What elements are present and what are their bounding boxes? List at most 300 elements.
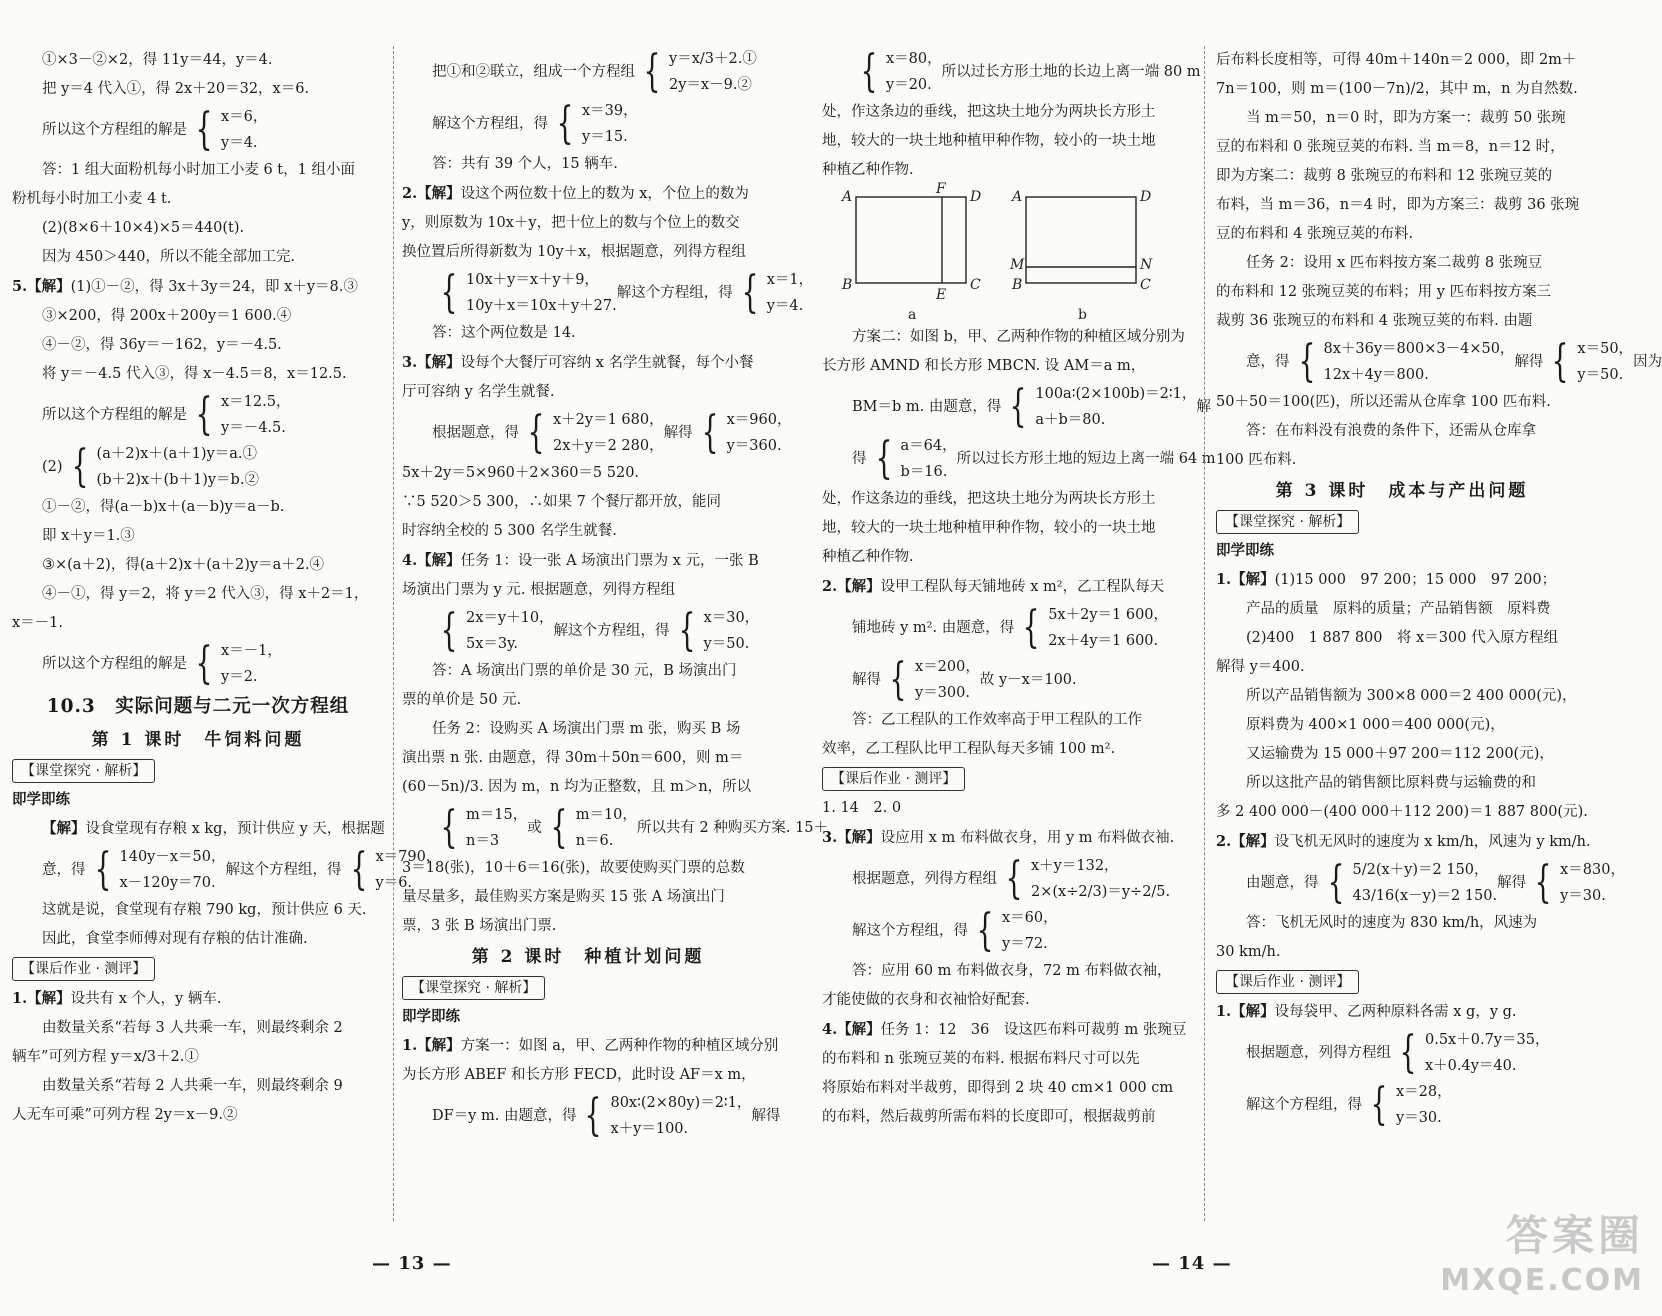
section-tag-row (1216, 507, 1588, 537)
text-line (1216, 827, 1591, 857)
page-13 (0, 0, 829, 1316)
line-text: 产品的质量 原料的质量；产品销售额 原料费 (1246, 601, 1551, 617)
system-rows (1560, 857, 1625, 909)
brace: { (678, 605, 695, 656)
line-text: 7n＝100，则 m＝(100－7n)/2，其中 m，n 为自然数. (1216, 81, 1578, 97)
page-14 (800, 0, 1662, 1316)
text-line (1216, 938, 1588, 967)
equation: y＝360. (726, 438, 782, 454)
system-rows (704, 605, 760, 657)
text-line (1216, 997, 1588, 1027)
equation: x＝39， (582, 103, 638, 119)
text-line (822, 485, 1194, 514)
corner-label: B (842, 277, 853, 293)
text-line (1216, 46, 1588, 75)
text-line (12, 551, 384, 580)
text-line (402, 517, 774, 546)
equation: x＝60， (1002, 910, 1058, 926)
line-text: 种植乙种作物. (822, 549, 914, 565)
system-mid-text: 解得 (663, 425, 693, 441)
line-text: 答：飞机无风时的速度为 830 km/h，风速为 (1246, 915, 1538, 931)
system-rows (576, 802, 637, 854)
text-line (402, 150, 774, 179)
system-tail-text: 所以共有 2 种购买方案. 15＋ (636, 820, 829, 836)
system-tail-text: 所以过长方形土地的长边上离一端 80 m (941, 64, 1201, 80)
corner-label: F (936, 181, 946, 197)
line-text: 为长方形 ABEF 和长方形 FECD，此时设 AF＝x m， (402, 1067, 756, 1083)
line-text: (2)400 1 887 800 将 x＝300 代入原方程组 (1246, 630, 1559, 646)
text-line (402, 715, 774, 744)
figure-caption: b (1078, 307, 1087, 323)
text-line (402, 546, 774, 576)
text-line (402, 348, 774, 378)
system-rows (727, 407, 792, 459)
text-line (402, 883, 774, 912)
line-text: ①－②，得(a－b)x＋(a－b)y＝a－b. (42, 499, 285, 515)
equation: x＝790， (375, 849, 441, 865)
line-text: 答：A 场演出门票的单价是 30 元，B 场演出门 (432, 663, 737, 679)
text-line (12, 243, 384, 272)
equation-system (402, 407, 792, 459)
brace: { (741, 267, 759, 318)
line-text: (2)(8×6＋10×4)×5＝440(t). (42, 220, 245, 236)
line-text: 设每袋甲、乙两种原料各需 x g，y g. (1274, 1004, 1517, 1020)
system-rows (466, 802, 527, 854)
line-text: 后布料长度相等，可得 40m＋140n＝2 000，即 2m＋ (1216, 52, 1577, 68)
text-line (402, 488, 774, 517)
line-text: 因为 450＞440，所以不能全部加工完. (42, 249, 296, 265)
system-tail-text: 因为 (1633, 354, 1662, 370)
line-text: 效率，乙工程队比甲工程队每天多铺 100 m². (822, 741, 1116, 757)
item-number: 3.【解】 (822, 829, 881, 846)
brace: { (440, 605, 458, 656)
line-text: 答：乙工程队的工作效率高于甲工程队的工作 (852, 712, 1142, 728)
equation: y＝2. (221, 669, 258, 685)
brace: { (889, 654, 907, 705)
equation: y＝30. (1396, 1110, 1442, 1126)
system-lead-text: DF＝y m. 由题意，得 (432, 1108, 577, 1124)
text-line (402, 179, 774, 209)
text-line (12, 75, 384, 104)
system-rows (221, 389, 290, 441)
text-line (402, 657, 774, 686)
equation: 100a∶(2×100b)＝2∶1， (1035, 386, 1197, 402)
corner-label: A (842, 189, 853, 205)
system-mid-text: 解得 (1514, 354, 1544, 370)
equation: x＋2y＝1 680， (553, 412, 664, 428)
equation-system (1216, 1079, 1588, 1131)
text-line (402, 378, 774, 407)
system-rows (610, 1090, 751, 1142)
item-number: 5.【解】 (12, 278, 71, 295)
line-text: 设甲工程队每天铺地砖 x m²，乙工程队每天 (880, 579, 1165, 595)
system-tail-text: 解 (1196, 399, 1211, 415)
equation: y＝20. (886, 77, 932, 93)
equation: a＝64， (900, 438, 957, 454)
line-text: 所以产品销售额为 300×8 000＝2 400 000(元)， (1246, 688, 1577, 704)
line-text: 设共有 x 个人，y 辆车. (70, 991, 222, 1007)
equation: y＝300. (915, 685, 970, 701)
text-line (822, 98, 1194, 127)
system-rows (915, 654, 980, 706)
line-text: 票的单价是 50 元. (402, 692, 522, 708)
equation: x＝28， (1396, 1084, 1452, 1100)
subsection-title: 即学即练 (1216, 543, 1274, 559)
equation: x＝6， (221, 109, 268, 125)
corner-label: D (1140, 189, 1152, 205)
item-number: 1.【解】 (12, 990, 71, 1007)
line-text: 的布料和 n 张琬豆荚的布料. 根据布料尺寸可以先 (822, 1051, 1140, 1067)
text-line (1216, 595, 1588, 624)
text-line (1216, 711, 1588, 740)
equation: m＝10， (575, 807, 637, 823)
equation: y＝72. (1002, 936, 1048, 952)
line-text: 辆车”可列方程 y＝x/3＋2.① (12, 1049, 199, 1065)
line-text: 任务 1：设一张 A 场演出门票为 x 元，一张 B (460, 553, 759, 569)
line-text: 的布料和 12 张琬豆荚的布料；用 y 匹布料按方案三 (1216, 284, 1552, 300)
equation-system (12, 844, 441, 896)
text-line (12, 1014, 384, 1043)
text-line (12, 46, 384, 75)
line-text: 5x＋2y＝5×960＋2×360＝5 520. (402, 465, 640, 481)
text-line (12, 272, 384, 302)
equation-system (1216, 857, 1625, 909)
system-rows (553, 407, 664, 459)
brace: { (1005, 853, 1023, 904)
equation: x＋0.4y＝40. (1425, 1058, 1517, 1074)
line-text: 这就是说，食堂现有存粮 790 kg，预计供应 6 天. (42, 902, 367, 918)
line-text: 1. 14 2. 0 (822, 800, 902, 816)
equation: y＝50. (1577, 367, 1624, 383)
equation-system (822, 381, 1211, 433)
system-rows (1002, 905, 1058, 957)
equation-system (12, 104, 384, 156)
column-4 (1216, 46, 1662, 1216)
line-text: 粉机每小时加工小麦 4 t. (12, 191, 172, 207)
text-line (822, 543, 1194, 572)
equation: 2x＋y＝2 280， (553, 438, 664, 454)
equation: x＝80， (886, 51, 942, 67)
text-line (402, 459, 774, 488)
line-text: 即为方案二：裁剪 8 张琬豆的布料和 12 张琬豆荚的 (1216, 168, 1553, 184)
equation: y＝4. (766, 298, 804, 314)
line-text: 由数量关系“若每 3 人共乘一车，则最终剩余 2 (42, 1020, 343, 1036)
text-line (1216, 769, 1588, 798)
line-text: 设食堂现有存粮 x kg，预计供应 y 天，根据题 (85, 821, 385, 837)
equation: n＝3 (466, 833, 500, 849)
lesson-title: 第 1 课时 牛饲料问题 (91, 730, 305, 750)
equation: 10x＋y＝x＋y＋9， (466, 272, 599, 288)
equation: 5/2(x＋y)＝2 150， (1352, 862, 1489, 878)
equation-system (402, 605, 774, 657)
line-text: 处，作这条边的垂线，把这块土地分为两块长方形土 (822, 104, 1156, 120)
figures (822, 181, 1194, 323)
text-line (12, 156, 384, 185)
text-line (402, 854, 774, 883)
text-line (822, 706, 1194, 735)
system-lead-text: 所以这个方程组的解是 (42, 656, 187, 672)
equation-system (12, 441, 384, 493)
lesson-title: 第 3 课时 成本与产出问题 (1275, 481, 1529, 501)
brace: { (556, 98, 574, 149)
system-lead-text: 铺地砖 y m². 由题意，得 (852, 620, 1015, 636)
text-line (822, 794, 1194, 823)
line-text: 长方形 AMND 和长方形 MBCN. 设 AM＝a m， (822, 358, 1146, 374)
system-rows (221, 104, 267, 156)
figure-caption: a (908, 307, 917, 323)
item-number: 【解】 (42, 820, 86, 837)
line-text: 裁剪 36 张琬豆的布料和 4 张琬豆荚的布料. 由题 (1216, 313, 1533, 329)
line-text: 答：这个两位数是 14. (432, 325, 576, 341)
corner-label: B (1012, 277, 1023, 293)
text-line (12, 1101, 384, 1130)
section-tag: 【课堂探究 · 解析】 (1216, 510, 1359, 534)
line-text: 豆的布料和 0 张琬豆荚的布料. 当 m＝8，n＝12 时， (1216, 139, 1565, 155)
brace: { (1327, 857, 1344, 908)
item-number: 2.【解】 (1216, 833, 1275, 850)
text-line (402, 319, 774, 348)
section-tag-row (402, 973, 774, 1003)
brace: { (1552, 336, 1569, 387)
item-number: 1.【解】 (1216, 1003, 1275, 1020)
line-text: 答：在布料没有浪费的条件下，还需从仓库拿 (1246, 423, 1536, 439)
equation: n＝6. (575, 833, 614, 849)
line-text: 当 m＝50，n＝0 时，即为方案一：裁剪 50 张琬 (1246, 110, 1566, 126)
line-text: 人无车可乘”可列方程 2y＝x－9.② (12, 1107, 238, 1123)
text-line (1216, 104, 1588, 133)
text-line (402, 1061, 774, 1090)
system-rows (901, 433, 957, 485)
equation-system (402, 1090, 781, 1142)
system-rows (669, 46, 757, 98)
system-mid-text: 或 (527, 820, 542, 836)
text-line (402, 686, 774, 715)
line-text: ∵5 520＞5 300，∴如果 7 个餐厅都开放，能同 (402, 494, 721, 510)
page-number: — 14 — (1152, 1253, 1232, 1274)
equation: y＝15. (582, 129, 628, 145)
line-text: 任务 2：设用 x 匹布料按方案二裁剪 8 张琬豆 (1246, 255, 1543, 271)
line-text: 方案一：如图 a，甲、乙两种作物的种植区域分别 (460, 1038, 779, 1054)
corner-label: A (1012, 189, 1023, 205)
equation: 0.5x＋0.7y＝35， (1425, 1032, 1550, 1048)
text-line (402, 1031, 779, 1061)
text-line (822, 156, 1194, 185)
brace: { (1370, 1079, 1388, 1130)
brace: { (585, 1090, 602, 1141)
line-text: 设飞机无风时的速度为 x km/h，风速为 y km/h. (1274, 834, 1591, 850)
brace: { (875, 433, 892, 484)
line-text: 把 y＝4 代入①，得 2x＋20＝32，x＝6. (42, 81, 310, 97)
equation-system (822, 433, 1216, 485)
brace: { (440, 267, 458, 318)
equation: (a＋2)x＋(a＋1)y＝a.① (96, 446, 258, 462)
system-rows (1353, 857, 1498, 909)
brace: { (701, 407, 719, 458)
section-title: 10.3 实际问题与二元一次方程组 (46, 696, 350, 717)
equation: x－120y＝70. (119, 875, 216, 891)
corner-label: M (1010, 257, 1025, 273)
text-line (1216, 740, 1588, 769)
text-line (822, 514, 1194, 543)
rectangle-outline (856, 197, 966, 283)
text-line (1216, 682, 1588, 711)
text-line (12, 185, 384, 214)
corner-label: D (970, 189, 982, 205)
brace: { (550, 802, 568, 853)
brace: { (1009, 381, 1027, 432)
system-rows (1035, 381, 1196, 433)
system-rows (886, 46, 942, 98)
item-number: 4.【解】 (822, 1021, 881, 1038)
system-rows (466, 267, 617, 319)
equation-system (822, 46, 1201, 98)
line-text: 时容纳全校的 5 300 名学生就餐. (402, 523, 617, 539)
line-text: ④－①，得 y＝2，将 y＝2 代入③，得 x＋2＝1， (42, 586, 369, 602)
system-rows (221, 638, 282, 690)
item-number: 2.【解】 (822, 578, 881, 595)
system-rows (1396, 1079, 1452, 1131)
column-3 (822, 46, 1216, 1216)
text-line (12, 1043, 384, 1072)
equation: x＝－1， (221, 643, 282, 659)
text-line (822, 1074, 1194, 1103)
section-tag-row (12, 954, 384, 984)
line-text: ④－②，得 36y＝－162，y＝－4.5. (42, 337, 282, 353)
line-text: 将 y＝－4.5 代入③，得 x－4.5＝8，x＝12.5. (42, 366, 347, 382)
line-text: 原料费为 400×1 000＝400 000(元)， (1246, 717, 1505, 733)
equation-system (402, 267, 814, 319)
equation: x＝12.5， (221, 394, 291, 410)
system-tail-text: 所以过长方形土地的短边上离一端 64 m (956, 451, 1216, 467)
brace: { (440, 802, 458, 853)
equation-system (12, 389, 384, 441)
section-tag: 【课后作业 · 测评】 (822, 767, 965, 791)
text-line (822, 823, 1194, 853)
system-mid-text: 解这个方程组，得 (616, 285, 733, 301)
equation-system (822, 905, 1194, 957)
system-lead-text: (2) (42, 459, 63, 475)
text-line (1216, 249, 1588, 278)
text-line (1216, 307, 1588, 336)
text-line (822, 986, 1194, 1015)
brace: { (643, 46, 661, 97)
line-text: 所以这批产品的销售额比原料费与运输费的和 (1246, 775, 1536, 791)
system-lead-text: 意，得 (42, 862, 86, 878)
column-2 (402, 46, 829, 1216)
line-text: 布料，当 m＝36，n＝4 时，即为方案三：裁剪 36 张琬 (1216, 197, 1580, 213)
corner-label: N (1140, 257, 1153, 273)
text-line (402, 912, 774, 941)
brace: { (976, 905, 994, 956)
line-text: 100 匹布料. (1216, 452, 1297, 468)
text-line (822, 957, 1194, 986)
line-text: 场演出门票为 y 元. 根据题意，列得方程组 (402, 582, 676, 598)
text-line (1216, 909, 1588, 938)
text-line (402, 209, 774, 238)
text-line (1216, 446, 1588, 475)
line-text: (1)①－②，得 3x＋3y＝24，即 x＋y＝8.③ (70, 279, 358, 295)
corner-label: E (936, 287, 947, 303)
line-text: 演出票 n 张. 由题意，得 30m＋50n＝600，则 m＝ (402, 750, 744, 766)
corner-label: C (970, 277, 981, 293)
equation-system (402, 98, 774, 150)
system-rows (582, 98, 638, 150)
line-text: 答：1 组大面粉机每小时加工小麦 6 t，1 组小面 (42, 162, 355, 178)
subsection-title: 即学即练 (402, 1009, 460, 1025)
equation: 2y＝x－9.② (669, 77, 752, 93)
text-line (1216, 191, 1588, 220)
equation: a＋b＝80. (1035, 412, 1106, 428)
system-mid-text: 解这个方程组，得 (553, 623, 670, 639)
equation: x＋y＝132， (1031, 858, 1119, 874)
line-text: 30 km/h. (1216, 944, 1281, 960)
item-number: 4.【解】 (402, 552, 461, 569)
system-lead-text: 解这个方程组，得 (852, 923, 968, 939)
text-line (402, 238, 774, 267)
equation-system (822, 602, 1194, 654)
equation: x＝960， (726, 412, 792, 428)
system-rows (1324, 336, 1515, 388)
line-text: 设应用 x m 布料做衣身，用 y m 布料做衣袖. (880, 830, 1175, 846)
line-text: 种植乙种作物. (822, 162, 914, 178)
equation-system (402, 802, 829, 854)
equation: 43/16(x－y)＝2 150. (1352, 888, 1498, 904)
line-text: 任务 1：12 36 设这匹布料可裁剪 m 张琬豆 (880, 1022, 1187, 1038)
watermark-text: 答案圈 (1505, 1211, 1644, 1260)
system-lead-text: 根据题意，列得方程组 (1246, 1045, 1391, 1061)
text-line (822, 1103, 1194, 1132)
section-tag: 【课后作业 · 测评】 (1216, 970, 1359, 994)
equation: 2x＝y＋10， (466, 610, 554, 626)
system-tail-text: 故 y－x＝100. (979, 672, 1077, 688)
item-number: 1.【解】 (1216, 571, 1275, 588)
line-text: (1)15 000 97 200；15 000 97 200； (1274, 572, 1557, 588)
line-text: 50＋50＝100(匹)，所以还需从仓库拿 100 匹布料. (1216, 394, 1551, 410)
line-text: 地，较大的一块土地种植甲种作物，较小的一块土地 (822, 133, 1156, 149)
line-text: 才能使做的衣身和衣袖恰好配套. (822, 992, 1030, 1008)
equation: x＝30， (703, 610, 760, 626)
text-line (1216, 162, 1588, 191)
line-text: 豆的布料和 4 张琬豆荚的布料. (1216, 226, 1414, 242)
line-text: 又运输费为 15 000＋97 200＝112 200(元)， (1246, 746, 1554, 762)
section-tag: 【课后作业 · 测评】 (12, 957, 155, 981)
equation-system (822, 853, 1194, 905)
line-text: 设每个大餐厅可容纳 x 名学生就餐，每个小餐 (460, 355, 754, 371)
text-line (1216, 624, 1588, 653)
section-tag: 【课堂探究 · 解析】 (402, 976, 545, 1000)
system-lead-text: BM＝b m. 由题意，得 (852, 399, 1002, 415)
equation: 5x＋2y＝1 600， (1048, 607, 1169, 623)
line-text: ③×(a＋2)，得(a＋2)x＋(a＋2)y＝a＋2.④ (42, 557, 325, 573)
line-text: 设这个两位数十位上的数为 x，个位上的数为 (460, 186, 749, 202)
text-line (1216, 133, 1588, 162)
equation: 8x＋36y＝800×3－4×50， (1323, 341, 1515, 357)
system-rows (1577, 336, 1633, 388)
system-rows (1048, 602, 1168, 654)
text-line (12, 984, 384, 1014)
brace: { (195, 104, 213, 155)
item-number: 3.【解】 (402, 354, 461, 371)
text-line (822, 352, 1194, 381)
brace: { (195, 389, 213, 440)
line-text: 地，较大的一块土地种植甲种作物，较小的一块土地 (822, 520, 1156, 536)
text-line (1216, 75, 1588, 104)
text-line (12, 214, 384, 243)
system-mid-text: 解得 (1497, 875, 1527, 891)
line-text: 因此，食堂李师傅对现有存粮的估计准确. (42, 931, 308, 947)
equation: x＝200， (915, 659, 980, 675)
line-text: 答：应用 60 m 布料做衣身，72 m 布料做衣袖， (852, 963, 1172, 979)
